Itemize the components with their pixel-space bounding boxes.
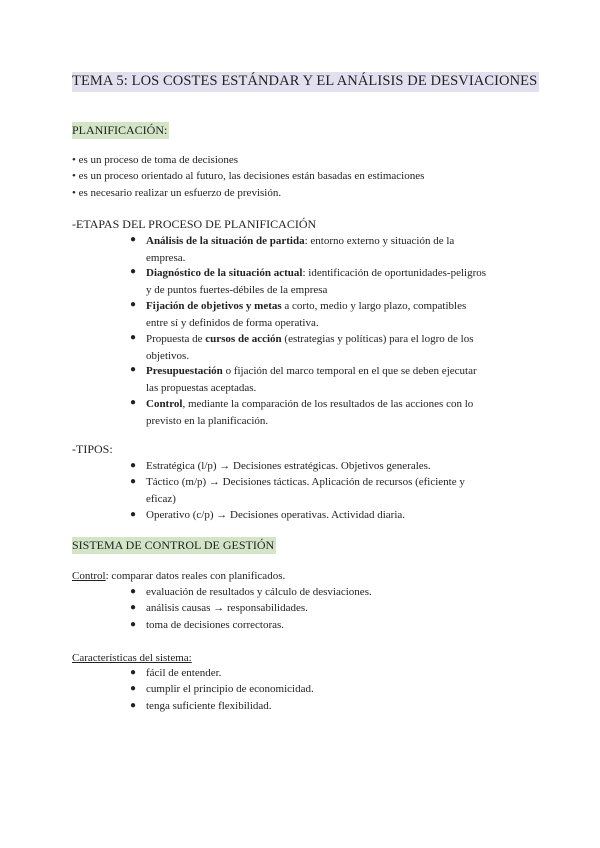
- bullet-icon: ●: [130, 602, 137, 613]
- tipo-item: [146, 474, 465, 507]
- bullet-icon: ●: [130, 683, 137, 694]
- etapa-item: [146, 265, 486, 298]
- etapa-rest: o fijación del marco temporal en el que se deben ejecutar: [222, 365, 477, 377]
- caracteristica-item: fácil de entender.: [146, 667, 222, 679]
- etapa-item: [146, 233, 454, 266]
- etapa-item: [146, 363, 477, 396]
- page-title: TEMA 5: LOS COSTES ESTÁNDAR Y EL ANÁLISIS DE DESVIACIONES: [72, 72, 539, 92]
- control-line: [72, 568, 285, 584]
- etapa-rest-2: entre sí y definidos de forma operativa.: [146, 316, 319, 329]
- tipos-heading: -TIPOS:: [72, 442, 113, 456]
- bullet-icon: ●: [130, 619, 137, 630]
- tipo-text: Táctico (m/p) → Decisiones tácticas. Aplicación de recursos (eficiente y: [146, 476, 465, 488]
- bullet-icon: ●: [130, 667, 137, 678]
- etapa-rest: a corto, medio y largo plazo, compatibles: [281, 300, 467, 312]
- bullet-icon: ●: [130, 700, 137, 711]
- bullet-icon: ●: [130, 299, 137, 310]
- sistema-heading: SISTEMA DE CONTROL DE GESTIÓN: [72, 538, 275, 552]
- etapa-rest: : identificación de oportunidades-peligros: [302, 267, 487, 279]
- etapa-bold: Presupuestación: [146, 365, 223, 377]
- tipo-text: Operativo (c/p) → Decisiones operativas. Actividad diaria.: [146, 509, 406, 521]
- tipo-text-2: eficaz): [146, 492, 176, 505]
- bullet-icon: ●: [130, 460, 137, 471]
- etapa-rest: (estrategias y políticas) para el logro de los: [281, 333, 474, 345]
- etapa-rest: , mediante la comparación de los resultados de las acciones con lo: [182, 398, 474, 410]
- control-rest: : comparar datos reales con planificados.: [105, 570, 286, 582]
- control-label: Control: [72, 570, 106, 582]
- etapas-heading: -ETAPAS DEL PROCESO DE PLANIFICACIÓN: [72, 217, 317, 231]
- etapa-rest-2: previsto en la planificación.: [146, 414, 269, 427]
- etapa-rest-2: las propuestas aceptadas.: [146, 381, 257, 394]
- etapa-bold: Control: [146, 398, 183, 410]
- etapa-rest-2: empresa.: [146, 251, 186, 264]
- bullet-icon: ●: [130, 397, 137, 408]
- tipo-item: [146, 458, 431, 475]
- tipo-text: Estratégica (l/p) → Decisiones estratégicas. Objetivos generales.: [146, 460, 431, 472]
- etapa-bold: Diagnóstico de la situación actual: [146, 267, 303, 279]
- bullet-icon: ●: [130, 476, 137, 487]
- control-item: evaluación de resultados y cálculo de desviaciones.: [146, 586, 372, 598]
- etapa-pre: Propuesta de: [146, 333, 206, 345]
- planificacion-point: • es un proceso de toma de decisiones: [72, 154, 239, 166]
- planificacion-point: • es necesario realizar un esfuerzo de previsión.: [72, 187, 282, 199]
- bullet-icon: ●: [130, 332, 137, 343]
- bullet-icon: ●: [130, 509, 137, 520]
- caracteristica-item: cumplir el principio de economicidad.: [146, 683, 314, 695]
- etapa-item: [146, 396, 473, 429]
- etapa-bold: cursos de acción: [205, 333, 282, 345]
- etapa-rest-2: y de puntos fuertes-débiles de la empresa: [146, 283, 328, 296]
- caracteristica-item: tenga suficiente flexibilidad.: [146, 700, 272, 712]
- caracteristicas-label: Características del sistema:: [72, 652, 192, 664]
- bullet-icon: ●: [130, 234, 137, 245]
- tipo-item: [146, 507, 405, 524]
- bullet-icon: ●: [130, 364, 137, 375]
- etapa-item: [146, 331, 473, 364]
- etapa-item: [146, 298, 466, 331]
- bullet-icon: ●: [130, 266, 137, 277]
- planificacion-heading: PLANIFICACIÓN:: [72, 123, 168, 137]
- planificacion-point: • es un proceso orientado al futuro, las decisiones están basadas en estimaciones: [72, 170, 425, 182]
- etapa-bold: Fijación de objetivos y metas: [146, 300, 282, 312]
- etapa-bold: Análisis de la situación de partida: [146, 235, 305, 247]
- etapa-rest: : entorno externo y situación de la: [304, 235, 455, 247]
- control-item: toma de decisiones correctoras.: [146, 619, 285, 631]
- etapa-rest-2: objetivos.: [146, 349, 190, 362]
- control-item: análisis causas → responsabilidades.: [146, 602, 308, 614]
- bullet-icon: ●: [130, 586, 137, 597]
